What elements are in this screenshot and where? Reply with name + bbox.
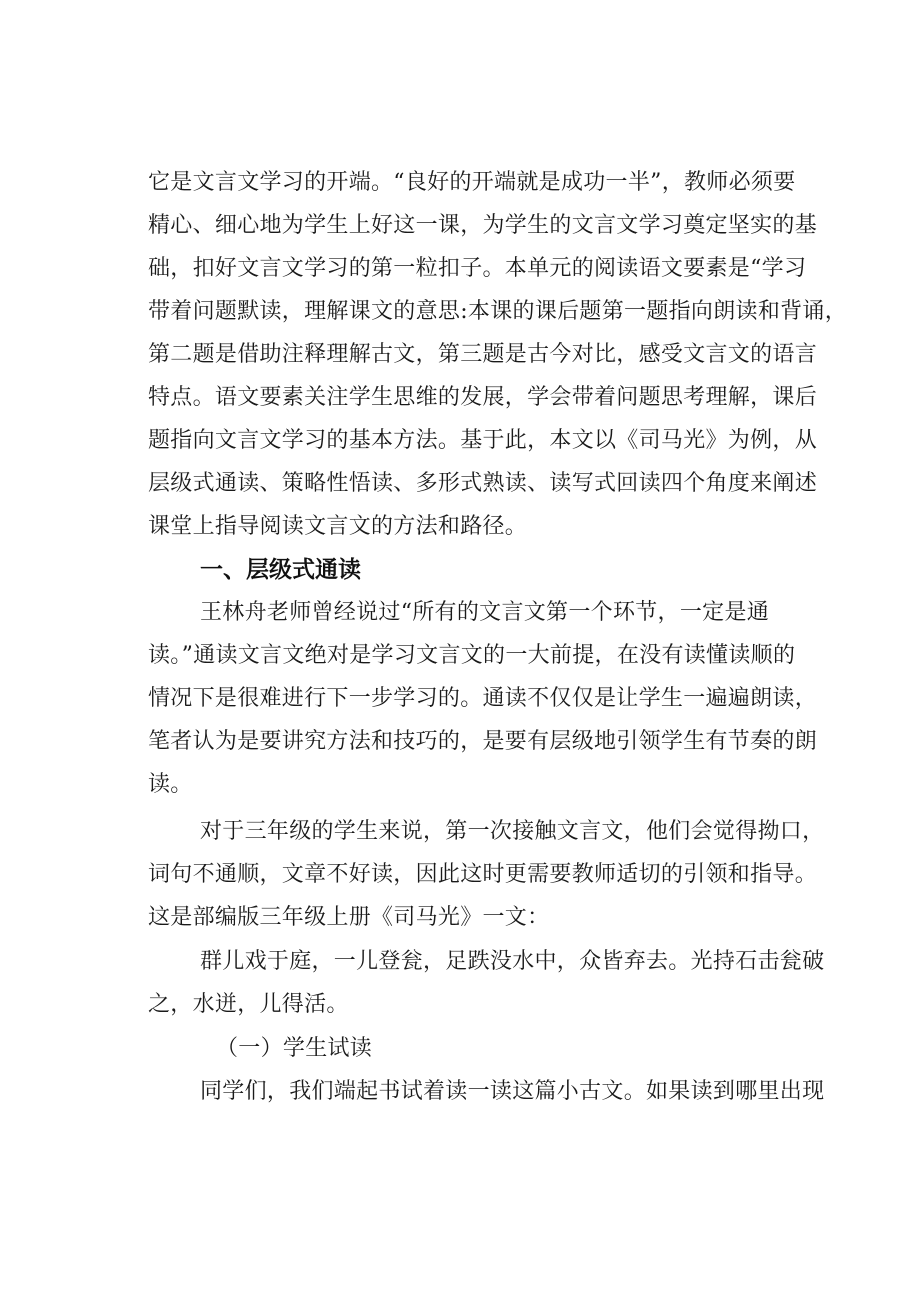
paragraph-line: 读。 (148, 772, 193, 797)
paragraph-line: 词句不通顺，文章不好读，因此这时更需要教师适切的引领和指导。 (148, 862, 818, 887)
intro-line: 题指向文言文学习的基本方法。基于此，本文以《司马光》为例，从 (148, 428, 818, 453)
paragraph-line: 这是部编版三年级上册《司马光》一文： (148, 905, 550, 930)
intro-line: 层级式通读、策略性悟读、多形式熟读、读写式回读四个角度来阐述 (148, 471, 818, 496)
paragraph-line: 王林舟老师曾经说过“所有的文言文第一个环节，一定是通 (200, 600, 770, 625)
section-heading: 一、层级式通读 (200, 557, 361, 583)
intro-line: 精心、细心地为学生上好这一课，为学生的文言文学习奠定坚实的基 (148, 213, 818, 238)
intro-line: 它是文言文学习的开端。“良好的开端就是成功一半”，教师必须要 (148, 170, 796, 195)
paragraph-line: 对于三年级的学生来说，第一次接触文言文，他们会觉得拗口， (200, 819, 825, 844)
intro-line: 第二题是借助注释理解古文，第三题是古今对比，感受文言文的语言 (148, 342, 818, 367)
quote-line: 之，水迸，儿得活。 (148, 992, 349, 1017)
paragraph-line: 笔者认为是要讲究方法和技巧的，是要有层级地引领学生有节奏的朗 (148, 729, 818, 754)
paragraph-line: 同学们，我们端起书试着读一读这篇小古文。如果读到哪里出现 (200, 1079, 825, 1104)
intro-line: 课堂上指导阅读文言文的方法和路径。 (148, 514, 528, 539)
paragraph-line: 情况下是很难进行下一步学习的。通读不仅仅是让学生一遍遍朗读， (148, 686, 818, 711)
intro-line: 础，扣好文言文学习的第一粒扣子。本单元的阅读语文要素是“学习 (148, 256, 807, 281)
intro-line: 特点。语文要素关注学生思维的发展，学会带着问题思考理解，课后 (148, 385, 818, 410)
paragraph-line: 读。”通读文言文绝对是学习文言文的一大前提，在没有读懂读顺的 (148, 643, 796, 668)
subsection-heading: （一）学生试读 (216, 1036, 373, 1061)
quote-line: 群儿戏于庭，一儿登瓮，足跌没水中，众皆弃去。光持石击瓮破 (200, 949, 825, 974)
intro-line: 带着问题默读，理解课文的意思:本课的课后题第一题指向朗读和背诵， (148, 299, 848, 324)
